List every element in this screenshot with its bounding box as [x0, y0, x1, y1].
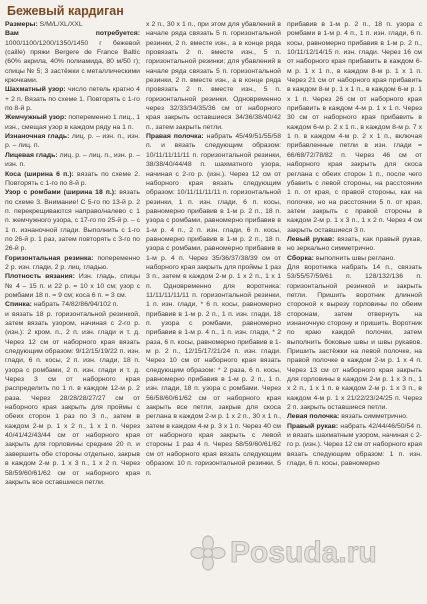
section-heading: Изнаночная гладь: — [5, 133, 70, 141]
page-title: Бежевый кардиган — [7, 4, 124, 18]
paragraph — [5, 29, 140, 85]
paragraph — [287, 412, 422, 421]
paragraph-text: S/M/L/XL/XXL — [37, 21, 83, 28]
paragraph-text: попеременно 2 р. изн. глади, 2 р. лиц. гладью. — [5, 254, 140, 271]
section-heading: Левая полочка: — [287, 413, 340, 421]
paragraph — [5, 254, 140, 273]
paragraph — [5, 310, 140, 488]
section-heading: Размеры: — [5, 21, 38, 28]
section-heading: Горизонтальная резинка: — [5, 254, 94, 262]
paragraph-text: 1000/1100/1200/1350/1450 г бежевой (caille) пряжи Bergere de France Baltic (60% акрила, 40% полиамида, 80 м/50 г); спицы № 5; 3 застёжки с металлическими крючками. — [5, 39, 140, 85]
paragraph-text: набрать 45/49/51/55/58 п. и вязать следующим образом: 10/11/11/11/11 п. горизонтальной резинки, 38/38/40/44/48 п. шахматного узора, начиная с 2-го р. (изн.). Через 12 см от наборного края вязать следующим образом: 10/11/11/11/11 п. горизонтальной резинки, 1 п. изн. глади, 6 п. косы, равномерно прибавив в 1-м р. 2 п., 18 п. узора с ромбами, равномерно прибавив в 1-м р. 4 п., 2 п. изн. глади, 6 п. косы, равномерно прибавив в 1-м р. 2 п., 18 п. узора с ромбами, равномерно прибавив в 1-м р. 4 п. Через 35/36/37/38/39 см от наборного края закрыть для проймы 1 раз 3 п., затем в каждом 2-м р. 1 х 2 п., 1 х 1 п. Одновременно для воротника: 11/11/11/11/11 п. горизонтальной резинки, 1 п. изн. глади, * 6 п. косы, равномерно прибавив в 1-м р. 2 п., 1 п. изн. глади, 18 п. узора с ромбами, равномерно прибавив в 1-м р. 4 п., 1 п. изн. глади, * 2 раза, 6 п. косы, равномерно прибавив в 1-м р. 2 п., 12/15/17/21/24 п. изн. глади. Через 10 см от наборного края вязать следующим образом: * 2 раза, 6 п. косы, равномерно прибавив в 1-м р. 2 п., 1 п. изн. глади, 18 п. узора с ромбами. Через 56/58/60/61/62 см от наборного края закрыть все петли, закрыв для скоса реглана в каждом 2-м р. 1 х 2 п., 30 х 1 п., затем в каждом 4-м р. 3 х 1 п. Через 40 см от наборного края закрыть с левой стороны 1 раз 4 п. Через 58/59/60/61/62 см от наборного края вязать следующим образом: 10 п. горизонтальной резинки, 5 п. — [146, 133, 281, 477]
section-heading: Правый рукав: — [287, 422, 339, 430]
paragraph — [5, 300, 140, 309]
text-column-1 — [5, 20, 140, 604]
section-heading: Жемчужный узор: — [5, 114, 67, 122]
flower-logo-icon — [190, 535, 226, 571]
paragraph-text: прибавив в 1-м р. 2 п., 18 п. узора с ромбами в 1-м р. 4 п., 1 п. изн. глади, 6 п. косы, равномерно прибавив в 1-м р. 2 п., 10/11/12/14/15 п. изн. глади. Через 16 см от наборного края прибавить в каждом 6-м р. 1 х 1 п., в каждом 8-м р. 1 х 1 п. Через 21 см от наборного края прибавить в каждом 8-м р. 1 х 1 п., в каждом 6-м р. 1 х 1 п. Через 26 см от наборного края прибавить в каждом 4-м р. 1 х 1 п. Через 30 см от наборного края прибавить в каждом 6-м р. 2 х 1 п., в каждом 8-м р. 7 х 1 п. в каждом 4-м р. 2 х 1 п., включая прибавленные петли в изн. глади = 66/68/72/78/82 п. Через 46 см от наборного края закрыть для скоса реглана с обеих сторон 1 п., после чего убавить с левой стороны, на расстоянии 1 п. от края, с правой стороны, как на полочке, но на расстоянии 5 п. от края, затем закрыть с правой стороны в каждом 2-м р. 1 х 3 п., 1 х 2 п. Через 4 см закрыть оставшиеся 3 п. — [287, 21, 422, 234]
paragraph — [5, 151, 140, 170]
paragraph-text: набрать 42/44/46/50/54 п. и вязать шахматным узором, начиная с 2-го р. (изн.). Через 12 см от наборного края вязать следующим образом: 1 п. изн. глади, 6 п. косы, равномерно — [287, 422, 422, 468]
paragraph-text: х 2 п., 30 х 1 п., при этом для убавлений в начале ряда связать 5 п. горизонтальной резинки, 2 п. вместе изн., а в конце ряда провязать 2 п. вместе изн., 5 п. горизонтальной резинки; для убавлений в начале ряда связать 5 п. горизонтальной резинки, 2 п. вместе изн., а в конце ряда провязать 2 п. вместе изн., 5 п. горизонтальной резинки. Одновременно через 32/33/34/35/36 см от наборного края закрыть оставшиеся 34/36/38/40/42 п., затем закрыть петли. — [146, 21, 281, 131]
section-heading: Правая полочка: — [146, 133, 204, 141]
text-column-2 — [146, 20, 281, 604]
paragraph — [5, 85, 140, 113]
paragraph — [287, 422, 422, 469]
section-heading: Узор с ромбами (ширина 18 п.): — [5, 189, 117, 197]
paragraph-text: выполнить швы реглано. — [313, 254, 396, 262]
watermark — [190, 535, 377, 571]
section-heading: Шахматный узор: — [5, 86, 66, 94]
paragraph — [287, 254, 422, 263]
paragraph-text: вязать, как правый рукав, но зеркально симметрично. — [287, 235, 422, 253]
paragraph — [5, 132, 140, 151]
paragraph — [287, 235, 422, 254]
section-heading: Левый рукав: — [287, 235, 335, 243]
paragraph — [5, 20, 140, 29]
section-heading: Лицевая гладь: — [5, 151, 58, 159]
paragraph — [5, 170, 140, 189]
paragraph — [146, 20, 281, 132]
paragraph-text: число петель кратно 4 + 2 п. Вязать по схеме 1. Повторять с 1-го по 8-й р. — [5, 86, 140, 113]
section-heading: Спинка: — [5, 301, 32, 309]
paragraph-text: лиц. р. – изн. п., изн. р. – лиц. п. — [5, 133, 140, 150]
text-column-3 — [287, 20, 422, 604]
paragraph-text: вязать по схеме 2. Повторять с 1-го по 8-й р. — [5, 170, 140, 187]
text-columns — [5, 20, 422, 604]
section-heading: Коса (ширина 6 п.): — [5, 170, 74, 178]
paragraph-text: и вязать 18 р. горизонтальной резинкой, затем вязать узором, начиная с 2-го р. (изн.): 2 кром. п., 2 п. изн. глади и т. д. Через 12 см от наборного края вязать следующим образом: 9/12/15/19/22 п. изн. глади, 6 п. косы, 2 п. изн. глади, 18 п. узора с ромбами, 2 п. изн. глади и т. д. Через 3 см от наборного края распределить по 1 п. в каждом 12-м р. 2 раза. Через 28/28/28/27/27 см от наборного края закрыть для проймы с обеих сторон 1 раз по 3 п., затем в каждом 2-м р. 1 х 2 п., 1 х 1 п. Через 40/41/42/43/44 см от наборного края закрыть для горловины средние 20 п. и завершить обе стороны отдельно, закрыв в каждом 2-м р. 1 х 3 п., 1 х 2 п. Через 58/59/60/61/62 см от наборного края закрыть все оставшиеся петли. — [5, 310, 140, 486]
watermark-text: Posuda.ru — [230, 536, 377, 569]
paragraph-text: попеременно 1 лиц., 1 изн., смещая узор в каждом ряду на 1 п. — [5, 114, 140, 131]
paragraph — [287, 20, 422, 235]
paragraph-text: вязать симметрично. — [339, 413, 408, 421]
paragraph-text: Для воротника набрать 14 п., связать 53/55/57/59/61 п. 128/132/136 п. горизонтальной резинкой и закрыть петли. Пришить воротник длинной стороной к вырезу горловины по обеим сторонам, затем отвернуть на изнаночную сторону и пришить. Воротник по краю каждой полочки, затем выполнить боковые швы и швы рукавов. Пришить застёжки на левой полочке, на правой полочке в каждом 2-м р. 1 х 4 п. Через 13 см от наборного края закрыть для горловины в каждом 2-м р. 1 х 3 п., 1 х 2 п., 1 х 1 п. в каждом 2-м р. 1 х 3 п., в каждом 4-м р. 1 х 21/22/23/24/25 п. Через 2 п. закрыть оставшиеся петли. — [287, 263, 422, 412]
paragraph-text: вязать по схеме 3. Внимание! С 5-го по 13-й р. 2 п. перекрещиваются направо/налево с 1 п. жемчужного узора, с 17-го по 25-й р. – с 1 п. изнаночной глади. Выполнить с 1-го по 26-й р. 1 раз, затем повторять с 3-го по 26-й р. — [5, 189, 140, 253]
paragraph — [5, 272, 140, 300]
paragraph-text: лиц. р. – лиц. п., изн. р. – изн. п. — [5, 151, 140, 169]
section-heading: Сборка: — [287, 254, 314, 262]
section-heading: Плотность вязания: — [5, 273, 75, 281]
paragraph — [5, 188, 140, 253]
paragraph-text: набрать 74/82/86/94/102 п. — [31, 301, 119, 309]
paragraph — [287, 263, 422, 413]
paragraph-text: Изн. гладь, спицы № 4 – 15 п. и 22 р. = 10 х 10 см; узор с ромбами 18 п. = 9 см; коса 6 п. = 3 см. — [5, 273, 140, 299]
section-heading: Вам потребуется: — [5, 30, 140, 38]
paragraph — [146, 132, 281, 478]
paragraph — [5, 113, 140, 132]
